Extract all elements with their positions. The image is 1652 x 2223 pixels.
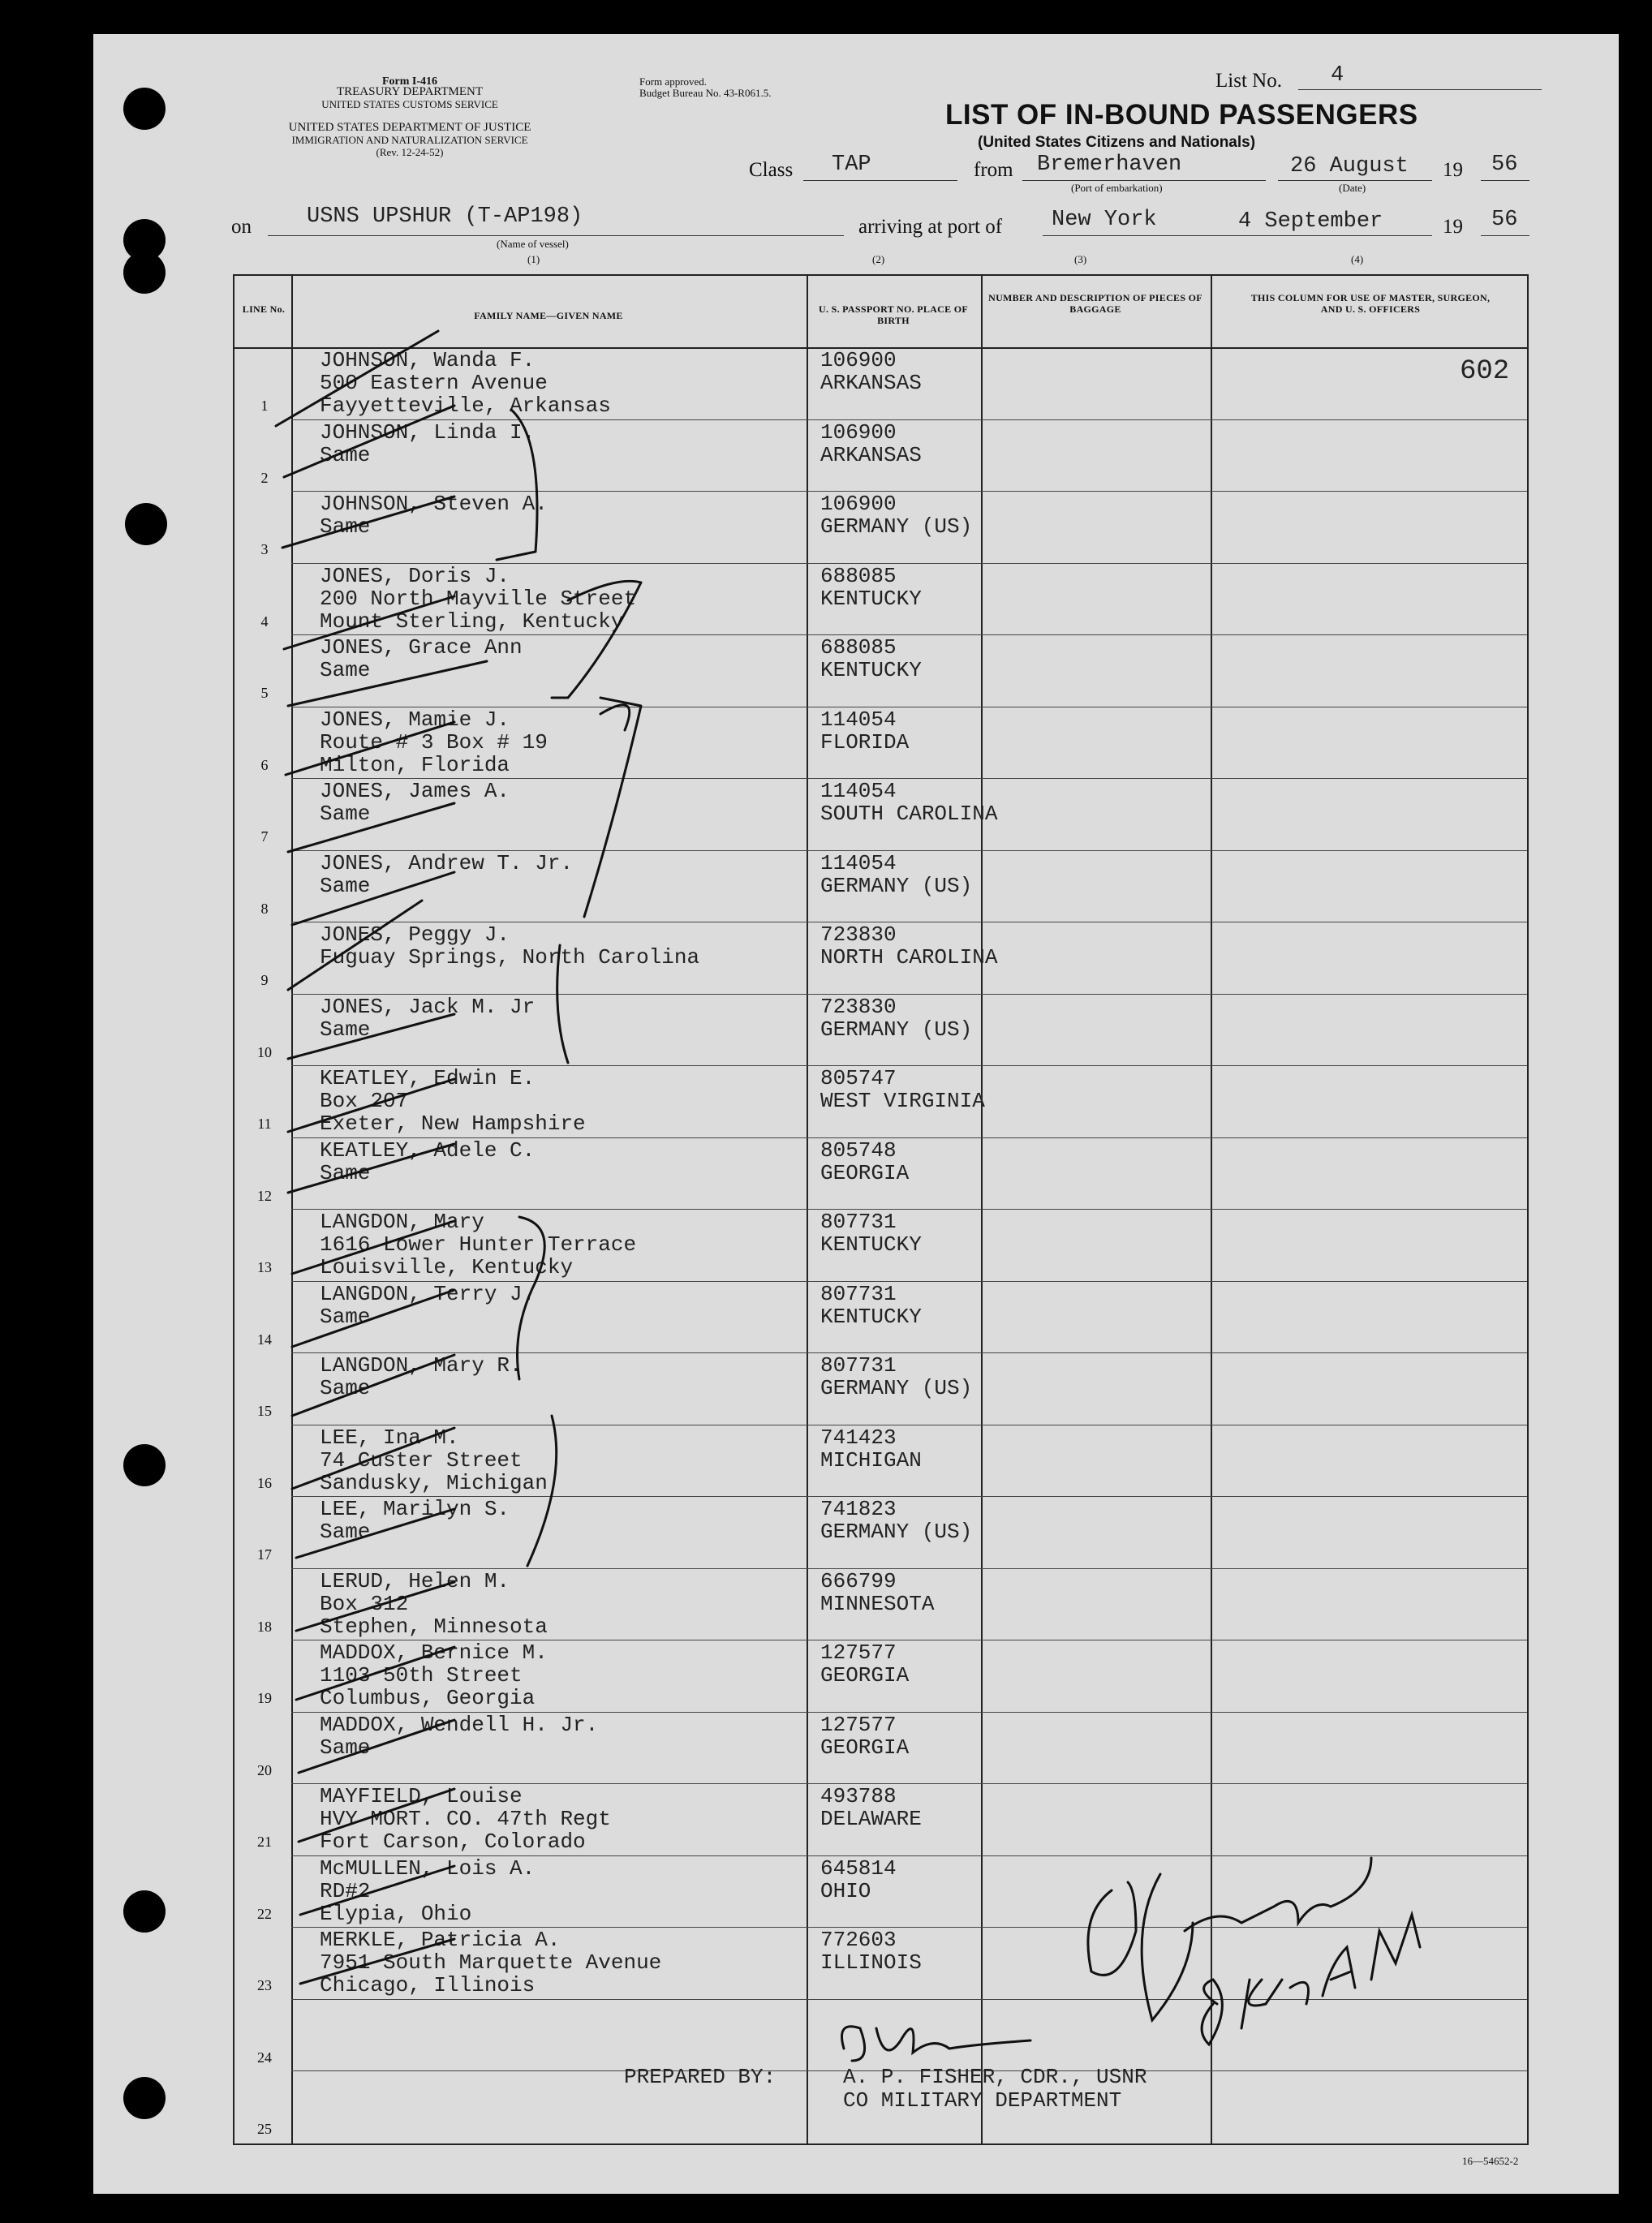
passenger-name: MADDOX, Wendell H. Jr. <box>320 1712 599 1737</box>
immigration-service: IMMIGRATION AND NATURALIZATION SERVICE <box>291 134 528 146</box>
passenger-address-1: Same <box>320 873 371 898</box>
check-mark-line-20 <box>299 1720 454 1773</box>
passenger-address-2: Stephen, Minnesota <box>320 1614 548 1639</box>
year-prefix-2: 19 <box>1443 216 1463 238</box>
passport-number: 688085 <box>820 563 897 588</box>
passenger-name: JOHNSON, Steven A. <box>320 492 548 516</box>
place-of-birth: GEORGIA <box>820 1663 910 1688</box>
bracket-mark <box>584 698 641 917</box>
header-passport: U. S. PASSPORT NO. PLACE OF BIRTH <box>819 303 968 326</box>
arrival-date: 4 September <box>1238 209 1383 234</box>
place-of-birth: DELAWARE <box>820 1807 922 1831</box>
passport-number: 741423 <box>820 1425 897 1450</box>
bracket-mark <box>518 1217 545 1379</box>
passenger-name: MAYFIELD, Louise <box>320 1784 523 1808</box>
passport-number: 723830 <box>820 994 897 1019</box>
form-approved: Form approved. <box>639 75 708 88</box>
bracket-mark <box>600 705 630 730</box>
passenger-address-2: Fort Carson, Colorado <box>320 1830 586 1854</box>
passport-number: 645814 <box>820 1855 897 1881</box>
line-number: 24 <box>257 2049 272 2066</box>
passenger-address-2: Milton, Florida <box>320 752 510 777</box>
passenger-name: LEE, Marilyn S. <box>320 1497 510 1521</box>
check-mark-line-15 <box>292 1355 454 1416</box>
passenger-name: LANGDON, Mary R. <box>320 1353 523 1378</box>
signature-fisher <box>842 2027 1031 2061</box>
header-line-no: LINE No. <box>242 303 286 315</box>
place-of-birth: OHIO <box>820 1878 871 1903</box>
passenger-name: JONES, Peggy J. <box>320 922 510 947</box>
check-mark-line-12 <box>288 1144 454 1193</box>
passport-number: 127577 <box>820 1712 897 1737</box>
line-number: 4 <box>260 613 269 630</box>
preparer-department: CO MILITARY DEPARTMENT <box>843 2088 1122 2113</box>
line-number: 5 <box>260 685 269 701</box>
passenger-address-1: HVY MORT. CO. 47th Regt <box>320 1807 611 1831</box>
passport-number: 688085 <box>820 635 897 660</box>
form-number: Form I-416 <box>381 75 438 88</box>
place-of-birth: WEST VIRGINIA <box>820 1089 985 1113</box>
line-number: 3 <box>260 541 269 557</box>
passenger-address-1: Route # 3 Box # 19 <box>320 729 548 755</box>
passenger-name: MERKLE, Patricia A. <box>320 1928 561 1952</box>
check-mark-line-3 <box>282 497 454 548</box>
place-of-birth: GERMANY (US) <box>820 873 973 898</box>
line-number: 10 <box>257 1043 272 1060</box>
passenger-name: LEE, Ina M. <box>320 1425 459 1450</box>
passenger-address-1: Same <box>320 1376 371 1400</box>
check-mark-line-18 <box>296 1582 454 1631</box>
budget-bureau-number: Budget Bureau No. 43-R061.5. <box>639 87 772 99</box>
passenger-name: McMULLEN, Lois A. <box>320 1855 536 1881</box>
passport-number: 106900 <box>820 348 897 372</box>
check-mark-line-23 <box>300 1939 454 1984</box>
column-number-1: (1) <box>527 253 540 265</box>
line-number: 12 <box>257 1187 272 1204</box>
line-number: 18 <box>257 1618 272 1635</box>
passport-number: 807731 <box>820 1281 897 1306</box>
passenger-name: LANGDON, Mary <box>320 1210 484 1234</box>
place-of-birth: GERMANY (US) <box>820 1520 973 1544</box>
embarkation-year: 56 <box>1491 153 1518 177</box>
passport-number: 805748 <box>820 1137 897 1163</box>
place-of-birth: NORTH CAROLINA <box>820 945 998 970</box>
passenger-name: JONES, Andrew T. Jr. <box>320 850 574 875</box>
place-of-birth: ILLINOIS <box>820 1950 922 1975</box>
check-mark-line-1 <box>276 331 438 426</box>
line-number: 8 <box>260 900 269 917</box>
check-mark-line-17 <box>296 1509 454 1558</box>
port-of-embarkation: Bremerhaven <box>1037 153 1182 177</box>
passenger-address-1: Same <box>320 802 371 826</box>
passport-number: 772603 <box>820 1928 897 1952</box>
place-of-birth: KENTUCKY <box>820 658 922 682</box>
passenger-address-1: Same <box>320 442 371 467</box>
passenger-name: LANGDON, Terry J. <box>320 1281 536 1306</box>
passenger-name: MADDOX, Bernice M. <box>320 1640 548 1665</box>
passenger-name: JONES, Doris J. <box>320 563 510 588</box>
header-baggage: NUMBER AND DESCRIPTION OF PIECES OF BAGGAGE <box>988 292 1202 315</box>
vessel-name: USNS UPSHUR (T-AP198) <box>307 204 583 229</box>
place-of-birth: ARKANSAS <box>820 442 922 467</box>
passenger-address-1: Same <box>320 658 371 682</box>
bracket-mark <box>552 581 641 698</box>
line-number: 15 <box>257 1403 272 1419</box>
document-title: LIST OF IN-BOUND PASSENGERS <box>945 99 1418 131</box>
check-mark-line-22 <box>300 1866 454 1915</box>
line-number: 9 <box>260 972 269 988</box>
check-mark-line-11 <box>288 1079 454 1132</box>
passport-number: 127577 <box>820 1640 897 1665</box>
passenger-name: LERUD, Helen M. <box>320 1568 510 1593</box>
header-name: FAMILY NAME—GIVEN NAME <box>474 310 623 321</box>
passenger-address-1: 74 Custer Street <box>320 1447 523 1473</box>
line-number: 6 <box>260 756 269 773</box>
passenger-name: KEATLEY, Adele C. <box>320 1137 536 1163</box>
line-number: 11 <box>257 1116 272 1132</box>
class-label: Class <box>749 159 794 181</box>
place-of-birth: MINNESOTA <box>820 1591 935 1616</box>
header-officers: THIS COLUMN FOR USE OF MASTER, SURGEON, AND U. S. OFFICERS <box>1250 292 1491 315</box>
passenger-address-1: 1616 Lower Hunter Terrace <box>320 1232 637 1257</box>
passenger-name: KEATLEY, Edwin E. <box>320 1066 536 1090</box>
check-mark-line-21 <box>299 1789 454 1842</box>
place-of-birth: KENTUCKY <box>820 1304 922 1329</box>
passenger-address-1: Same <box>320 1520 371 1544</box>
check-mark-line-2 <box>284 406 454 477</box>
place-of-birth: ARKANSAS <box>820 371 922 395</box>
preparer-name: A. P. FISHER, CDR., USNR <box>843 2065 1147 2089</box>
passenger-address-2: Elypia, Ohio <box>320 1901 472 1926</box>
passport-number: 666799 <box>820 1568 897 1593</box>
passport-number: 114054 <box>820 850 897 875</box>
place-of-birth: GERMANY (US) <box>820 514 973 539</box>
passport-number: 114054 <box>820 779 897 803</box>
line-number: 19 <box>257 1690 272 1706</box>
passenger-address-2: Mount Sterling, Kentucky <box>320 608 624 634</box>
passenger-address-1: RD#2 <box>320 1878 371 1903</box>
place-of-birth: KENTUCKY <box>820 1232 922 1257</box>
form-code: 16—54652-2 <box>1462 2155 1519 2167</box>
column-number-4: (4) <box>1351 253 1364 265</box>
arrival-port: New York <box>1052 208 1157 232</box>
passenger-address-2: Louisville, Kentucky <box>320 1255 574 1279</box>
passenger-address-2: Fayyetteville, Arkansas <box>320 393 611 418</box>
passport-number: 493788 <box>820 1784 897 1808</box>
passport-number: 807731 <box>820 1210 897 1234</box>
arrival-year: 56 <box>1491 208 1518 232</box>
bracket-mark <box>497 410 537 560</box>
passport-number: 807731 <box>820 1353 897 1378</box>
passenger-address-2: Exeter, New Hampshire <box>320 1112 586 1136</box>
year-prefix-1: 19 <box>1443 159 1463 181</box>
officer-note: 602 <box>1460 356 1510 387</box>
bracket-mark <box>557 945 568 1063</box>
place-of-birth: GEORGIA <box>820 1735 910 1760</box>
on-label: on <box>231 216 252 238</box>
check-mark-line-4 <box>284 596 454 649</box>
passenger-address-2: Chicago, Illinois <box>320 1973 536 1997</box>
treasury-department: TREASURY DEPARTMENT <box>336 85 484 98</box>
passenger-name: JONES, James A. <box>320 779 510 803</box>
line-number: 23 <box>257 1977 272 1993</box>
check-mark-line-6 <box>286 722 454 775</box>
passenger-address-1: 7951 South Marquette Avenue <box>320 1950 662 1975</box>
form-revision: (Rev. 12-24-52) <box>376 146 444 158</box>
check-mark-line-13 <box>292 1221 454 1274</box>
signature-officer <box>1088 1858 1371 2020</box>
passenger-address-1: Fuguay Springs, North Carolina <box>320 945 700 970</box>
place-of-birth: KENTUCKY <box>820 586 922 611</box>
passenger-name: JOHNSON, Linda I. <box>320 419 536 445</box>
place-of-birth: GERMANY (US) <box>820 1376 973 1400</box>
passport-number: 114054 <box>820 707 897 732</box>
line-number: 2 <box>260 469 269 486</box>
line-number: 16 <box>257 1474 272 1491</box>
check-mark-line-10 <box>288 1014 454 1059</box>
check-mark-line-8 <box>292 872 454 925</box>
line-number: 21 <box>257 1834 272 1850</box>
embarkation-date: 26 August <box>1290 154 1409 178</box>
bracket-mark <box>527 1416 557 1566</box>
passenger-address-1: Box 207 <box>320 1089 409 1113</box>
line-number: 1 <box>260 398 269 414</box>
check-mark-line-9 <box>288 901 422 990</box>
check-mark-line-14 <box>292 1290 454 1347</box>
check-mark-line-16 <box>292 1428 454 1489</box>
arriving-label: arriving at port of <box>858 216 1003 238</box>
passenger-address-1: 200 North Mayville Street <box>320 586 637 611</box>
line-number: 20 <box>257 1761 272 1778</box>
line-number: 22 <box>257 1905 272 1922</box>
passenger-name: JONES, Jack M. Jr <box>320 994 536 1019</box>
place-of-birth: GERMANY (US) <box>820 1017 973 1042</box>
passport-number: 106900 <box>820 492 897 516</box>
line-number: 7 <box>260 828 269 845</box>
date-caption: (Date) <box>1339 182 1366 194</box>
prepared-by-label: PREPARED BY: <box>624 2065 777 2089</box>
place-of-birth: FLORIDA <box>820 729 910 755</box>
column-number-2: (2) <box>872 253 885 265</box>
passenger-address-1: 500 Eastern Avenue <box>320 371 548 395</box>
justice-department: UNITED STATES DEPARTMENT OF JUSTICE <box>288 121 531 134</box>
passport-number: 106900 <box>820 419 897 445</box>
check-mark-line-7 <box>288 803 454 852</box>
from-label: from <box>974 159 1013 181</box>
passenger-address-2: Columbus, Georgia <box>320 1686 536 1710</box>
column-number-3: (3) <box>1074 253 1087 265</box>
passenger-address-2: Sandusky, Michigan <box>320 1470 548 1495</box>
check-mark-line-19 <box>296 1647 454 1700</box>
passenger-address-1: Same <box>320 1017 371 1042</box>
line-number: 17 <box>257 1546 272 1563</box>
line-number: 14 <box>257 1331 272 1348</box>
passenger-name: JONES, Grace Ann <box>320 635 523 660</box>
place-of-birth: MICHIGAN <box>820 1447 922 1473</box>
list-no-value: 4 <box>1331 63 1344 88</box>
passenger-address-1: Box 312 <box>320 1591 409 1616</box>
list-no-label: List No. <box>1215 70 1282 92</box>
class-value: TAP <box>832 153 871 177</box>
passenger-address-1: Same <box>320 1304 371 1329</box>
passenger-address-1: 1103 50th Street <box>320 1663 523 1688</box>
line-number: 13 <box>257 1259 272 1275</box>
passenger-address-1: Same <box>320 514 371 539</box>
line-number: 25 <box>257 2121 272 2137</box>
passenger-address-1: Same <box>320 1160 371 1185</box>
passport-number: 723830 <box>820 922 897 947</box>
place-of-birth: GEORGIA <box>820 1160 910 1185</box>
vessel-caption: (Name of vessel) <box>497 238 569 250</box>
passenger-name: JONES, Mamie J. <box>320 707 510 732</box>
passport-number: 805747 <box>820 1066 897 1090</box>
passenger-address-1: Same <box>320 1735 371 1760</box>
document-subtitle: (United States Citizens and Nationals) <box>978 134 1256 151</box>
passenger-name: JOHNSON, Wanda F. <box>320 348 536 372</box>
port-caption: (Port of embarkation) <box>1071 182 1163 194</box>
handwritten-time <box>1202 1915 1420 2045</box>
customs-service: UNITED STATES CUSTOMS SERVICE <box>321 98 498 110</box>
place-of-birth: SOUTH CAROLINA <box>820 802 998 826</box>
check-mark-line-5 <box>288 658 487 706</box>
passport-number: 741823 <box>820 1497 897 1521</box>
